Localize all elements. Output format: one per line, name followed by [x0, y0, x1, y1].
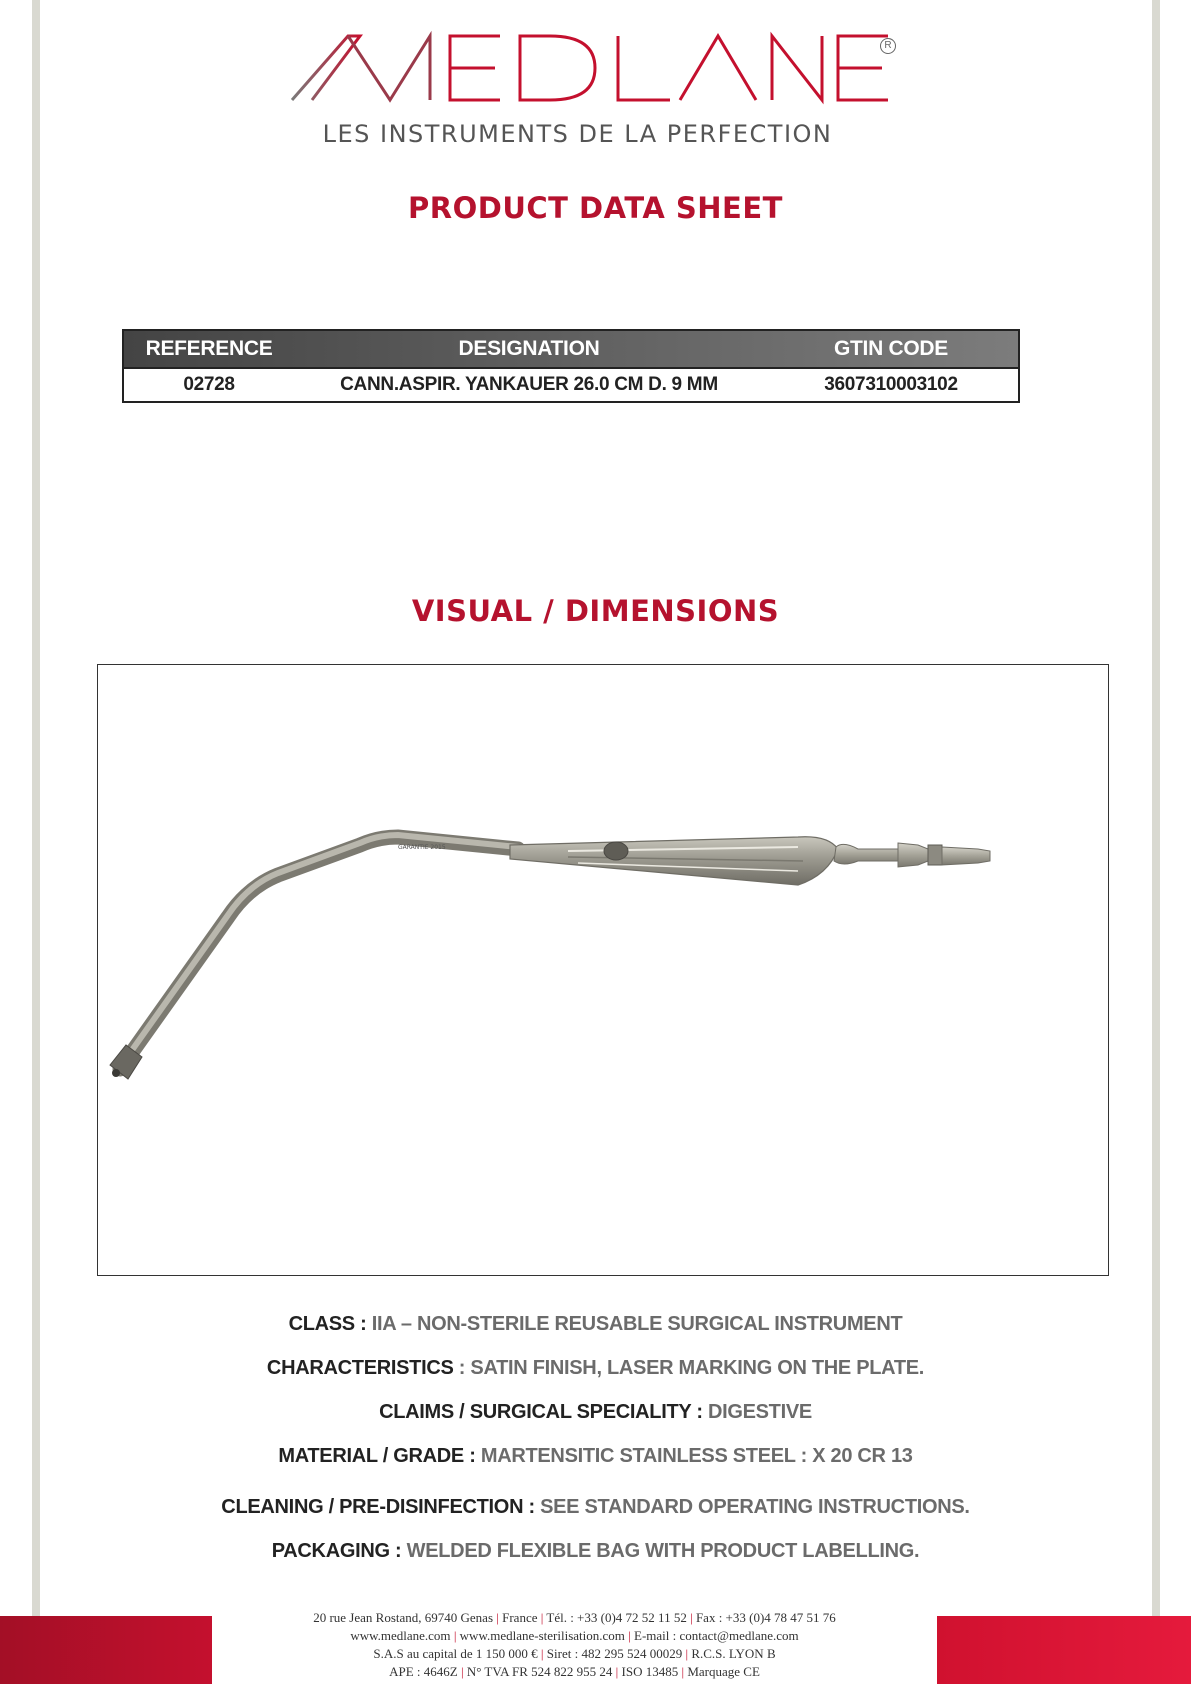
- reference-table: [122, 329, 1020, 403]
- spec-cleaning-key: CLEANING / PRE-DISINFECTION :: [221, 1496, 541, 1518]
- footer-phone: Tél. : +33 (0)4 72 52 11 52: [546, 1610, 687, 1625]
- spec-class-value: IIA – NON-STERILE REUSABLE SURGICAL INSTRUMENT: [371, 1313, 903, 1335]
- spec-characteristics-key: CHARACTERISTICS: [266, 1357, 454, 1379]
- cell-gtin-code: 3607310003102: [824, 374, 958, 395]
- footer-website[interactable]: www.medlane.com: [350, 1628, 451, 1643]
- table-header-row: [124, 331, 1018, 367]
- brand-tagline: LES INSTRUMENTS DE LA PERFECTION: [322, 120, 833, 148]
- footer-siret: Siret : 482 295 524 00029: [546, 1646, 683, 1661]
- header-reference: REFERENCE: [145, 337, 273, 360]
- spec-packaging: [0, 1540, 1191, 1563]
- product-data-sheet-title: PRODUCT DATA SHEET: [408, 191, 783, 225]
- footer-band-left: [0, 1616, 212, 1684]
- registered-mark-icon: R: [880, 38, 896, 54]
- spec-material-value: MARTENSITIC STAINLESS STEEL : X 20 CR 13: [480, 1445, 913, 1467]
- table-row: [124, 367, 1018, 401]
- footer-iso: ISO 13485: [621, 1664, 679, 1679]
- spec-claims-key: CLAIMS / SURGICAL SPECIALITY :: [379, 1401, 708, 1423]
- footer-address: 20 rue Jean Rostand, 69740 Genas: [313, 1610, 494, 1625]
- spec-characteristics-value: : SATIN FINISH, LASER MARKING ON THE PLATE.: [453, 1357, 925, 1379]
- cell-reference: 02728: [183, 374, 235, 395]
- spec-class-key: CLASS :: [288, 1313, 372, 1335]
- spec-packaging-key: PACKAGING :: [271, 1540, 407, 1562]
- spec-cleaning-value: SEE STANDARD OPERATING INSTRUCTIONS.: [540, 1496, 970, 1518]
- spec-packaging-value: WELDED FLEXIBLE BAG WITH PRODUCT LABELLING.: [406, 1540, 920, 1562]
- spec-material: [0, 1445, 1191, 1468]
- footer-website-sterilisation[interactable]: www.medlane-sterilisation.com: [459, 1628, 625, 1643]
- spec-claims: [0, 1401, 1191, 1424]
- footer-capital: S.A.S au capital de 1 150 000 €: [373, 1646, 538, 1661]
- header-designation: DESIGNATION: [458, 337, 600, 360]
- visual-dimensions-title: VISUAL / DIMENSIONS: [411, 594, 780, 628]
- medlane-logotype: [290, 30, 900, 110]
- spec-characteristics: [0, 1357, 1191, 1380]
- footer-fax: Fax : +33 (0)4 78 47 51 76: [695, 1610, 836, 1625]
- footer-ce-marking: Marquage CE: [687, 1664, 760, 1679]
- engraving-text: GARANTIE 2015: [398, 844, 446, 851]
- yankauer-suction-cannula-image: [98, 665, 1110, 1277]
- footer-band-right: [937, 1616, 1191, 1684]
- spec-material-key: MATERIAL / GRADE :: [278, 1445, 481, 1467]
- footer-line-address: 20 rue Jean Rostand, 69740 Genas | France | Tél. : +33 (0)4 72 52 11 52 | Fax : +33 (0)4 78 47 51 76: [313, 1610, 836, 1625]
- product-visual-frame: [97, 664, 1109, 1276]
- footer-contact: [212, 1609, 937, 1681]
- footer-email[interactable]: E-mail : contact@medlane.com: [634, 1628, 799, 1643]
- footer-line-company: S.A.S au capital de 1 150 000 € | Siret : 482 295 524 00029 | R.C.S. LYON B: [373, 1646, 776, 1661]
- footer-country: France: [502, 1610, 538, 1625]
- footer-line-web: www.medlane.com | www.medlane-sterilisation.com | E-mail : contact@medlane.com: [350, 1628, 799, 1643]
- spec-class: [0, 1313, 1191, 1336]
- footer-tva: N° TVA FR 524 822 955 24: [466, 1664, 613, 1679]
- cell-designation: CANN.ASPIR. YANKAUER 26.0 CM D. 9 MM: [340, 374, 718, 395]
- spec-claims-value: DIGESTIVE: [707, 1401, 812, 1423]
- footer-ape: APE : 4646Z: [389, 1664, 458, 1679]
- spec-cleaning: [0, 1496, 1191, 1519]
- footer-rcs: R.C.S. LYON B: [691, 1646, 776, 1661]
- header-gtin-code: GTIN CODE: [834, 337, 948, 360]
- footer-line-registration: APE : 4646Z | N° TVA FR 524 822 955 24 | ISO 13485 | Marquage CE: [389, 1664, 760, 1679]
- medlane-logo: [290, 30, 900, 150]
